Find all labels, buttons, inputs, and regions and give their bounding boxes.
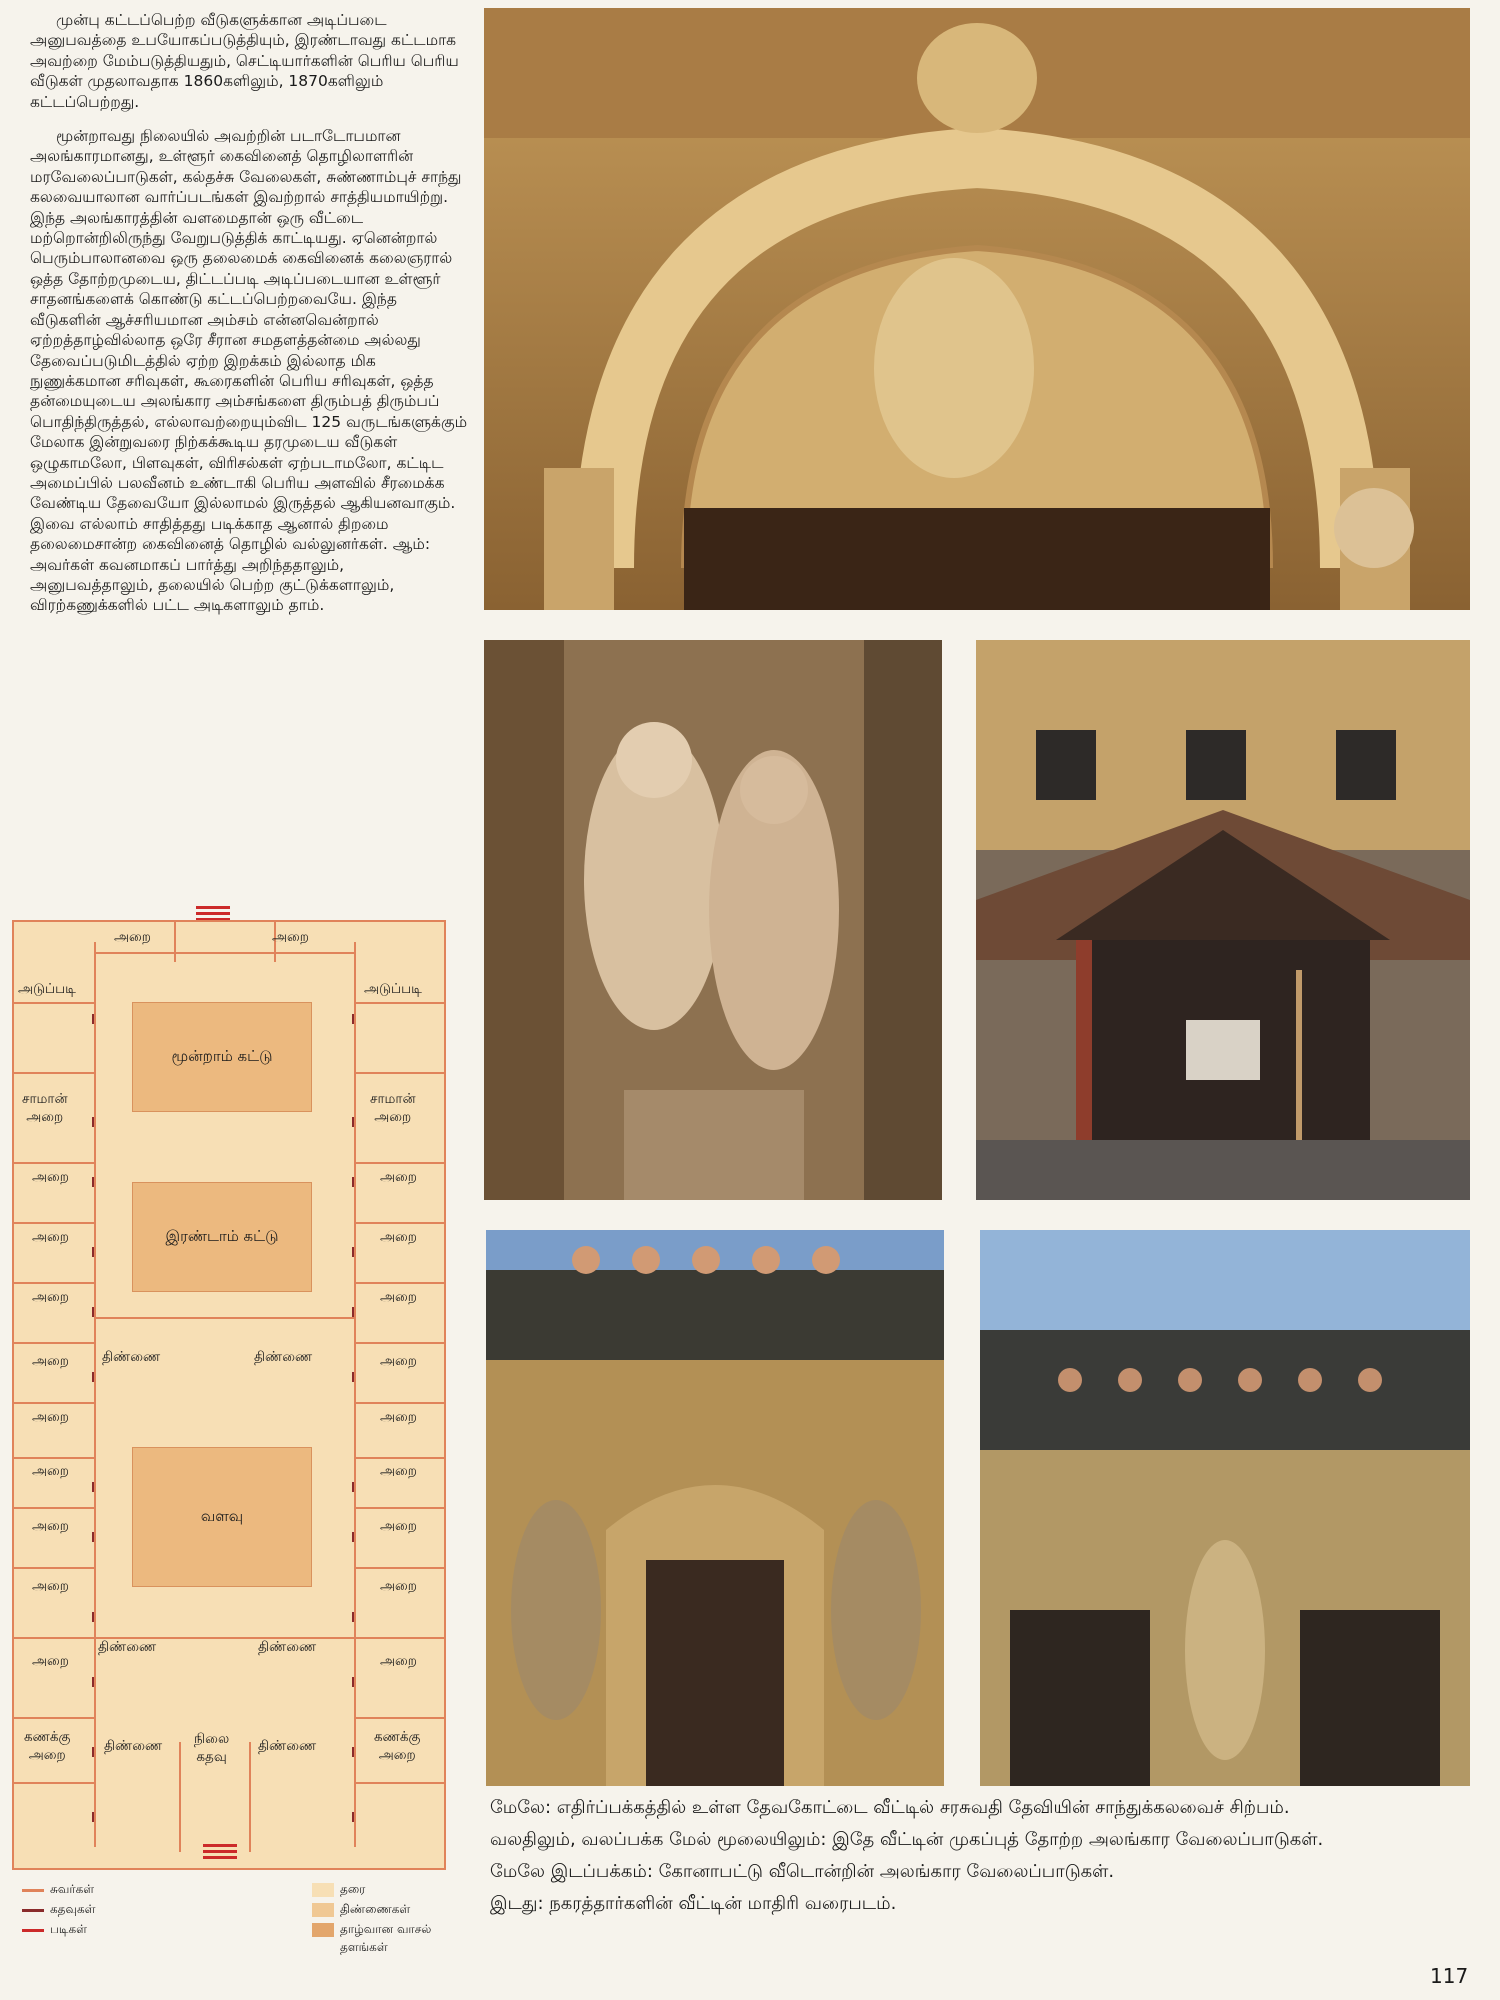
room-label: அறை bbox=[380, 1169, 417, 1185]
room-label: அறை bbox=[380, 1518, 417, 1534]
thinnai-label: திண்ணை bbox=[98, 1639, 157, 1655]
room-label: அறை bbox=[380, 1653, 417, 1669]
accounts-room-label: கணக்கு அறை bbox=[24, 1729, 71, 1763]
room-label: அறை bbox=[380, 1578, 417, 1594]
house-floor-plan bbox=[12, 920, 446, 1870]
room-label: அறை bbox=[32, 1289, 69, 1305]
photo-facade-windows bbox=[980, 1230, 1470, 1786]
room-label: அறை bbox=[32, 1353, 69, 1369]
caption-1: மேலே: எதிர்ப்பக்கத்தில் உள்ள தேவகோட்டை வீட்டில் சரசுவதி தேவியின் சாந்துக்கலவைச் சிற்பம். bbox=[490, 1797, 1290, 1818]
storage-label: சாமான் அறை bbox=[22, 1091, 68, 1125]
third-court: மூன்றாம் கட்டு bbox=[132, 1002, 312, 1112]
room-label: அறை bbox=[114, 929, 151, 945]
room-label: அறை bbox=[380, 1353, 417, 1369]
wall-swatch bbox=[22, 1889, 44, 1892]
thinnai-label: திண்ணை bbox=[258, 1738, 317, 1754]
room-label: அறை bbox=[32, 1518, 69, 1534]
room-label: அறை bbox=[32, 1169, 69, 1185]
kitchen-label: அடுப்படி bbox=[364, 981, 422, 997]
door-swatch bbox=[22, 1909, 44, 1912]
thinnai-label: திண்ணை bbox=[254, 1349, 313, 1365]
photo-saraswati-sculpture bbox=[484, 8, 1470, 610]
room-label: அறை bbox=[380, 1463, 417, 1479]
room-label: அறை bbox=[380, 1409, 417, 1425]
floor-swatch bbox=[312, 1883, 334, 1897]
room-label: அறை bbox=[380, 1229, 417, 1245]
room-label: அறை bbox=[32, 1653, 69, 1669]
thinnai-label: திண்ணை bbox=[104, 1738, 163, 1754]
caption-4: இடது: நகரத்தார்களின் வீட்டின் மாதிரி வரைபடம். bbox=[490, 1893, 897, 1914]
photo-couple-sculpture bbox=[484, 640, 942, 1200]
photo-house-entrance-porch bbox=[976, 640, 1470, 1200]
thinnai-label: திண்ணை bbox=[102, 1349, 161, 1365]
low-court-swatch bbox=[312, 1923, 334, 1937]
kitchen-label: அடுப்படி bbox=[18, 981, 76, 997]
room-label: அறை bbox=[380, 1289, 417, 1305]
plan-legend: சுவர்கள் கதவுகள் படிகள் தரை திண்ணைகள் தாழ்வான வாசல் தளங்கள் bbox=[22, 1882, 462, 1992]
main-door-label: நிலை கதவு bbox=[194, 1731, 230, 1765]
storage-label: சாமான் அறை bbox=[370, 1091, 416, 1125]
paragraph-1: முன்பு கட்டப்பெற்ற வீடுகளுக்கான அடிப்படை அனுபவத்தை உபயோகப்படுத்தியும், இரண்டாவது கட்டமாக அவற்றை மேம்படுத்தியதும், செட்டியார்களின் பெரிய பெரிய வீடுகள் முதலாவதாக 1860களிலும், 1870களிலும் கட்டப்பெற்றது. bbox=[30, 11, 459, 111]
photo-captions bbox=[490, 1795, 1450, 1923]
photo-konapattu-facade bbox=[486, 1230, 944, 1786]
body-text bbox=[30, 10, 470, 630]
room-label: அறை bbox=[32, 1463, 69, 1479]
room-label: அறை bbox=[32, 1229, 69, 1245]
thinnai-label: திண்ணை bbox=[258, 1639, 317, 1655]
step-swatch bbox=[22, 1929, 44, 1932]
accounts-room-label: கணக்கு அறை bbox=[374, 1729, 421, 1763]
paragraph-2: மூன்றாவது நிலையில் அவற்றின் படாடோபமான அலங்காரமானது, உள்ளூர் கைவினைத் தொழிலாளரின் மரவேலைப்பாடுகள், கல்தச்சு வேலைகள், சுண்ணாம்புச் சாந்து கலவையாலான வார்ப்படங்கள் இவற்றால் சாத்தியமாயிற்று. இந்த அலங்காரத்தின் வளமைதான் ஒரு வீட்டை மற்றொன்றிலிருந்து வேறுபடுத்திக் காட்டியது. ஏனென்றால் பெரும்பாலானவை ஒரு தலைமைக் கைவினைக் கலைஞரால் ஒத்த தோற்றமுடைய, திட்டப்படி அடிப்படையான உள்ளூர் சாதனங்களைக் கொண்டு கட்டப்பெற்றவையே. இந்த வீடுகளின் ஆச்சரியமான அம்சம் என்னவென்றால் ஏற்றத்தாழ்வில்லாத ஒரே சீரான சமதளத்தன்மை அல்லது தேவைப்படுமிடத்தில் ஏற்ற இறக்கம் இல்லாத மிக நுணுக்கமான சரிவுகள், கூரைகளின் பெரிய சரிவுகள், ஒத்த தன்மையுடைய அலங்கார அம்சங்களை திரும்பத் திரும்பப் பொதிந்திருத்தல், எல்லாவற்றையும்விட 125 வருடங்களுக்கும் மேலாக இன்றுவரை நிற்கக்கூடிய தரமுடைய வீடுகள் ஒழுகாமலோ, பிளவுகள், விரிசல்கள் ஏற்படாமலோ, கட்டிட அமைப்பில் பலவீனம் உண்டாகி பெரிய அளவில் சீரமைக்க வேண்டிய தேவையோ இல்லாமல் இருத்தல் ஆகியனவாகும். இவை எல்லாம் சாதித்தது படிக்காத ஆனால் திறமை தலைமைசான்ற கைவினைத் தொழில் வல்லுனர்கள். ஆம்: அவர்கள் கவனமாகப் பார்த்து அறிந்ததாலும், அனுபவத்தாலும், தலையில் பெற்ற குட்டுக்களாலும், விரற்கணுக்களில் பட்ட அடிகளாலும் தாம். bbox=[30, 127, 468, 615]
valavu-court: வளவு bbox=[132, 1447, 312, 1587]
caption-3: மேலே இடப்பக்கம்: கோனாபட்டு வீடொன்றின் அலங்கார வேலைப்பாடுகள். bbox=[490, 1861, 1115, 1882]
room-label: அறை bbox=[32, 1409, 69, 1425]
page-number: 117 bbox=[1430, 1964, 1469, 1988]
room-label: அறை bbox=[272, 929, 309, 945]
second-court: இரண்டாம் கட்டு bbox=[132, 1182, 312, 1292]
room-label: அறை bbox=[32, 1578, 69, 1594]
caption-2: வலதிலும், வலப்பக்க மேல் மூலையிலும்: இதே வீட்டின் முகப்புத் தோற்ற அலங்கார வேலைப்பாடுகள். bbox=[490, 1829, 1324, 1850]
thinnai-swatch bbox=[312, 1903, 334, 1917]
bottom-stairs bbox=[203, 1844, 237, 1862]
